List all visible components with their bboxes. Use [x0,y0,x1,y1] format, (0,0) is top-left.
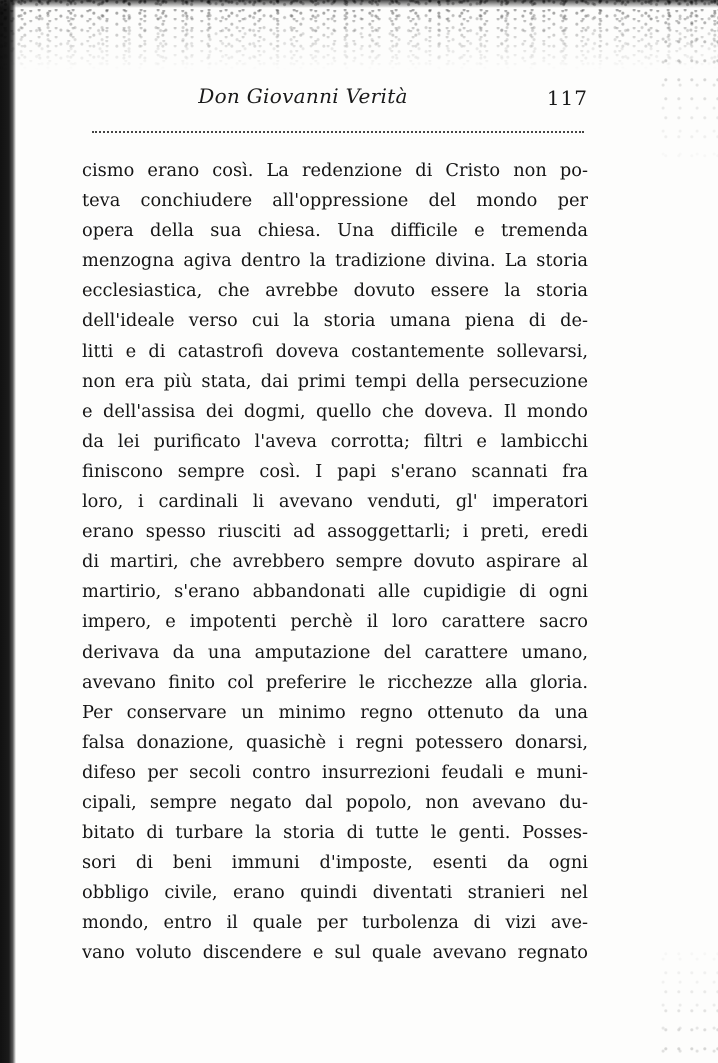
text-line: da lei purificato l'aveva corrotta; filtri e lambicchi [82,430,588,452]
scan-speckle-right [658,0,718,1063]
page-number: 117 [546,86,588,110]
text-line: martirio, s'erano abbandonati alle cupidigie di ogni [82,581,588,603]
running-title: Don Giovanni Verità [198,84,408,108]
text-line: mondo, entro il quale per turbolenza di vizi ave- [82,912,588,934]
scan-speckle-top [0,0,718,70]
text-line: cismo erano così. La redenzione di Cristo non po- [82,160,588,181]
text-line: bitato di turbare la storia di tutte le genti. Posses- [82,822,588,844]
text-line: opera della sua chiesa. Una difficile e tremenda [82,220,588,242]
text-line: loro, i cardinali li avevano venduti, gl' imperatori [82,491,588,513]
text-line: falsa donazione, quasichè i regni potessero donarsi, [82,731,588,753]
text-line: ecclesiastica, che avrebbe dovuto essere la storia [82,280,588,302]
text-line: difeso per secoli contro insurrezioni feudali e muni- [82,761,588,783]
text-line: avevano finito col preferire le ricchezze alla gloria. [82,671,588,693]
text-line: finiscono sempre così. I papi s'erano scannati fra [82,460,588,482]
body-text [82,156,588,969]
text-line: impero, e impotenti perchè il loro carattere sacro [82,611,588,633]
text-line: di martiri, che avrebbero sempre dovuto aspirare al [82,551,588,573]
text-line: e dell'assisa dei dogmi, quello che doveva. Il mondo [82,400,588,422]
text-line: litti e di catastrofi doveva costantemente sollevarsi, [82,340,588,362]
text-line: menzogna agiva dentro la tradizione divina. La storia [82,250,588,272]
header-dotted-rule [92,131,584,133]
text-line: derivava da una amputazione del carattere umano, [82,641,588,663]
text-line: dell'ideale verso cui la storia umana piena di de- [82,310,588,332]
text-line: sori di beni immuni d'imposte, esenti da ogni [82,852,588,874]
text-line: Per conservare un minimo regno ottenuto da una [82,701,588,723]
text-line: obbligo civile, erano quindi diventati stranieri nel [82,882,588,904]
running-head [88,84,588,118]
text-line: erano spesso riusciti ad assoggettarli; i preti, eredi [82,521,588,543]
text-line: teva conchiudere all'oppressione del mondo per [82,190,588,212]
text-line: non era più stata, dai primi tempi della persecuzione [82,370,588,392]
text-line: vano voluto discendere e sul quale avevano regnato [82,942,588,964]
binding-shadow [0,0,16,1063]
text-line: cipali, sempre negato dal popolo, non avevano du- [82,791,588,813]
